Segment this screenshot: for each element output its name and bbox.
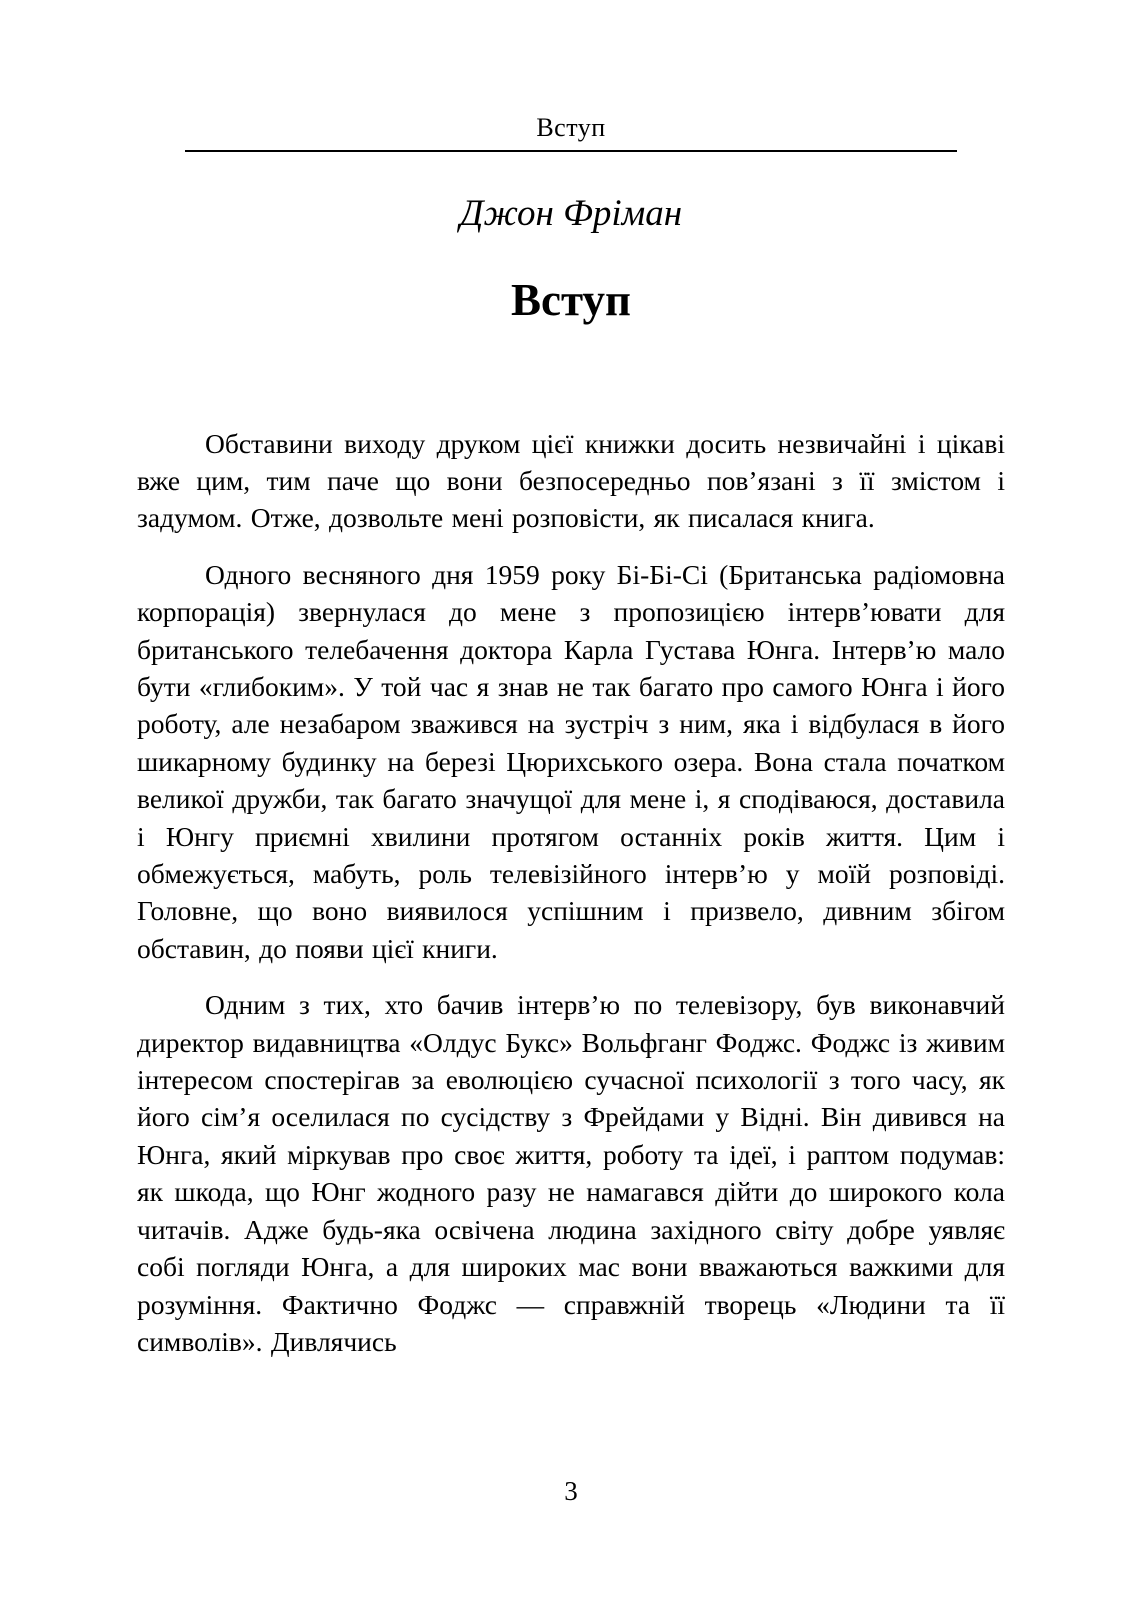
text-block	[137, 192, 1005, 1360]
page-number: 3	[564, 1476, 578, 1506]
chapter-title: Вступ	[511, 274, 631, 325]
author-name: Джон Фріман	[459, 193, 683, 235]
running-header: Вступ	[536, 113, 606, 142]
body-text	[137, 425, 1005, 1361]
body-paragraph: Одного весняного дня 1959 року Бі-Бі-Сі (Британська радіомовна корпорація) звернулася до мене з пропозицією інтерв’ювати для британського телебачення доктора Карла Густава Юнга. Інтерв’ю мало бути «глибоким». У той час я знав не так багато про самого Юнга і його роботу, але незабаром зважився на зустріч з ним, яка і відбулася в його шикарному будинку на березі Цюрихського озера. Вона стала початком великої дружби, так багато значущої для мене і, я сподіваюся, доставила і Юнгу приємні хвилини протягом останніх років життя. Цим і обмежується, мабуть, роль телевізійного інтерв’ю у моїй розповіді. Головне, що воно виявилося успішним і призвело, дивним збігом обставин, до появи цієї книги.	[137, 558, 1005, 964]
body-paragraph: Обставини виходу друком цієї книжки досить незвичайні і цікаві вже цим, тим паче що вони безпосередньо пов’язані з її змістом і задумом. Отже, дозвольте мені розповісти, як писалася книга.	[137, 427, 1005, 534]
header-rule-divider	[185, 150, 957, 152]
body-paragraph: Одним з тих, хто бачив інтерв’ю по телевізору, був виконавчий директор видавництва «Олдус Букс» Вольфганг Фоджс. Фоджс із живим інтересом спостерігав за еволюцією сучасної психології з того часу, як його сім’я оселилася по сусідству з Фрейдами у Відні. Він дивився на Юнга, який міркував про своє життя, роботу та ідеї, і раптом подумав: як шкода, що Юнг жодного разу не намагався дійти до широкого кола читачів. Адже будь-яка освічена людина західного світу добре уявляє собі погляди Юнга, а для широких мас вони вважаються важкими для розуміння. Фактично Фоджс — справжній творець «Людини та її символів». Дивлячись	[137, 989, 1005, 1357]
